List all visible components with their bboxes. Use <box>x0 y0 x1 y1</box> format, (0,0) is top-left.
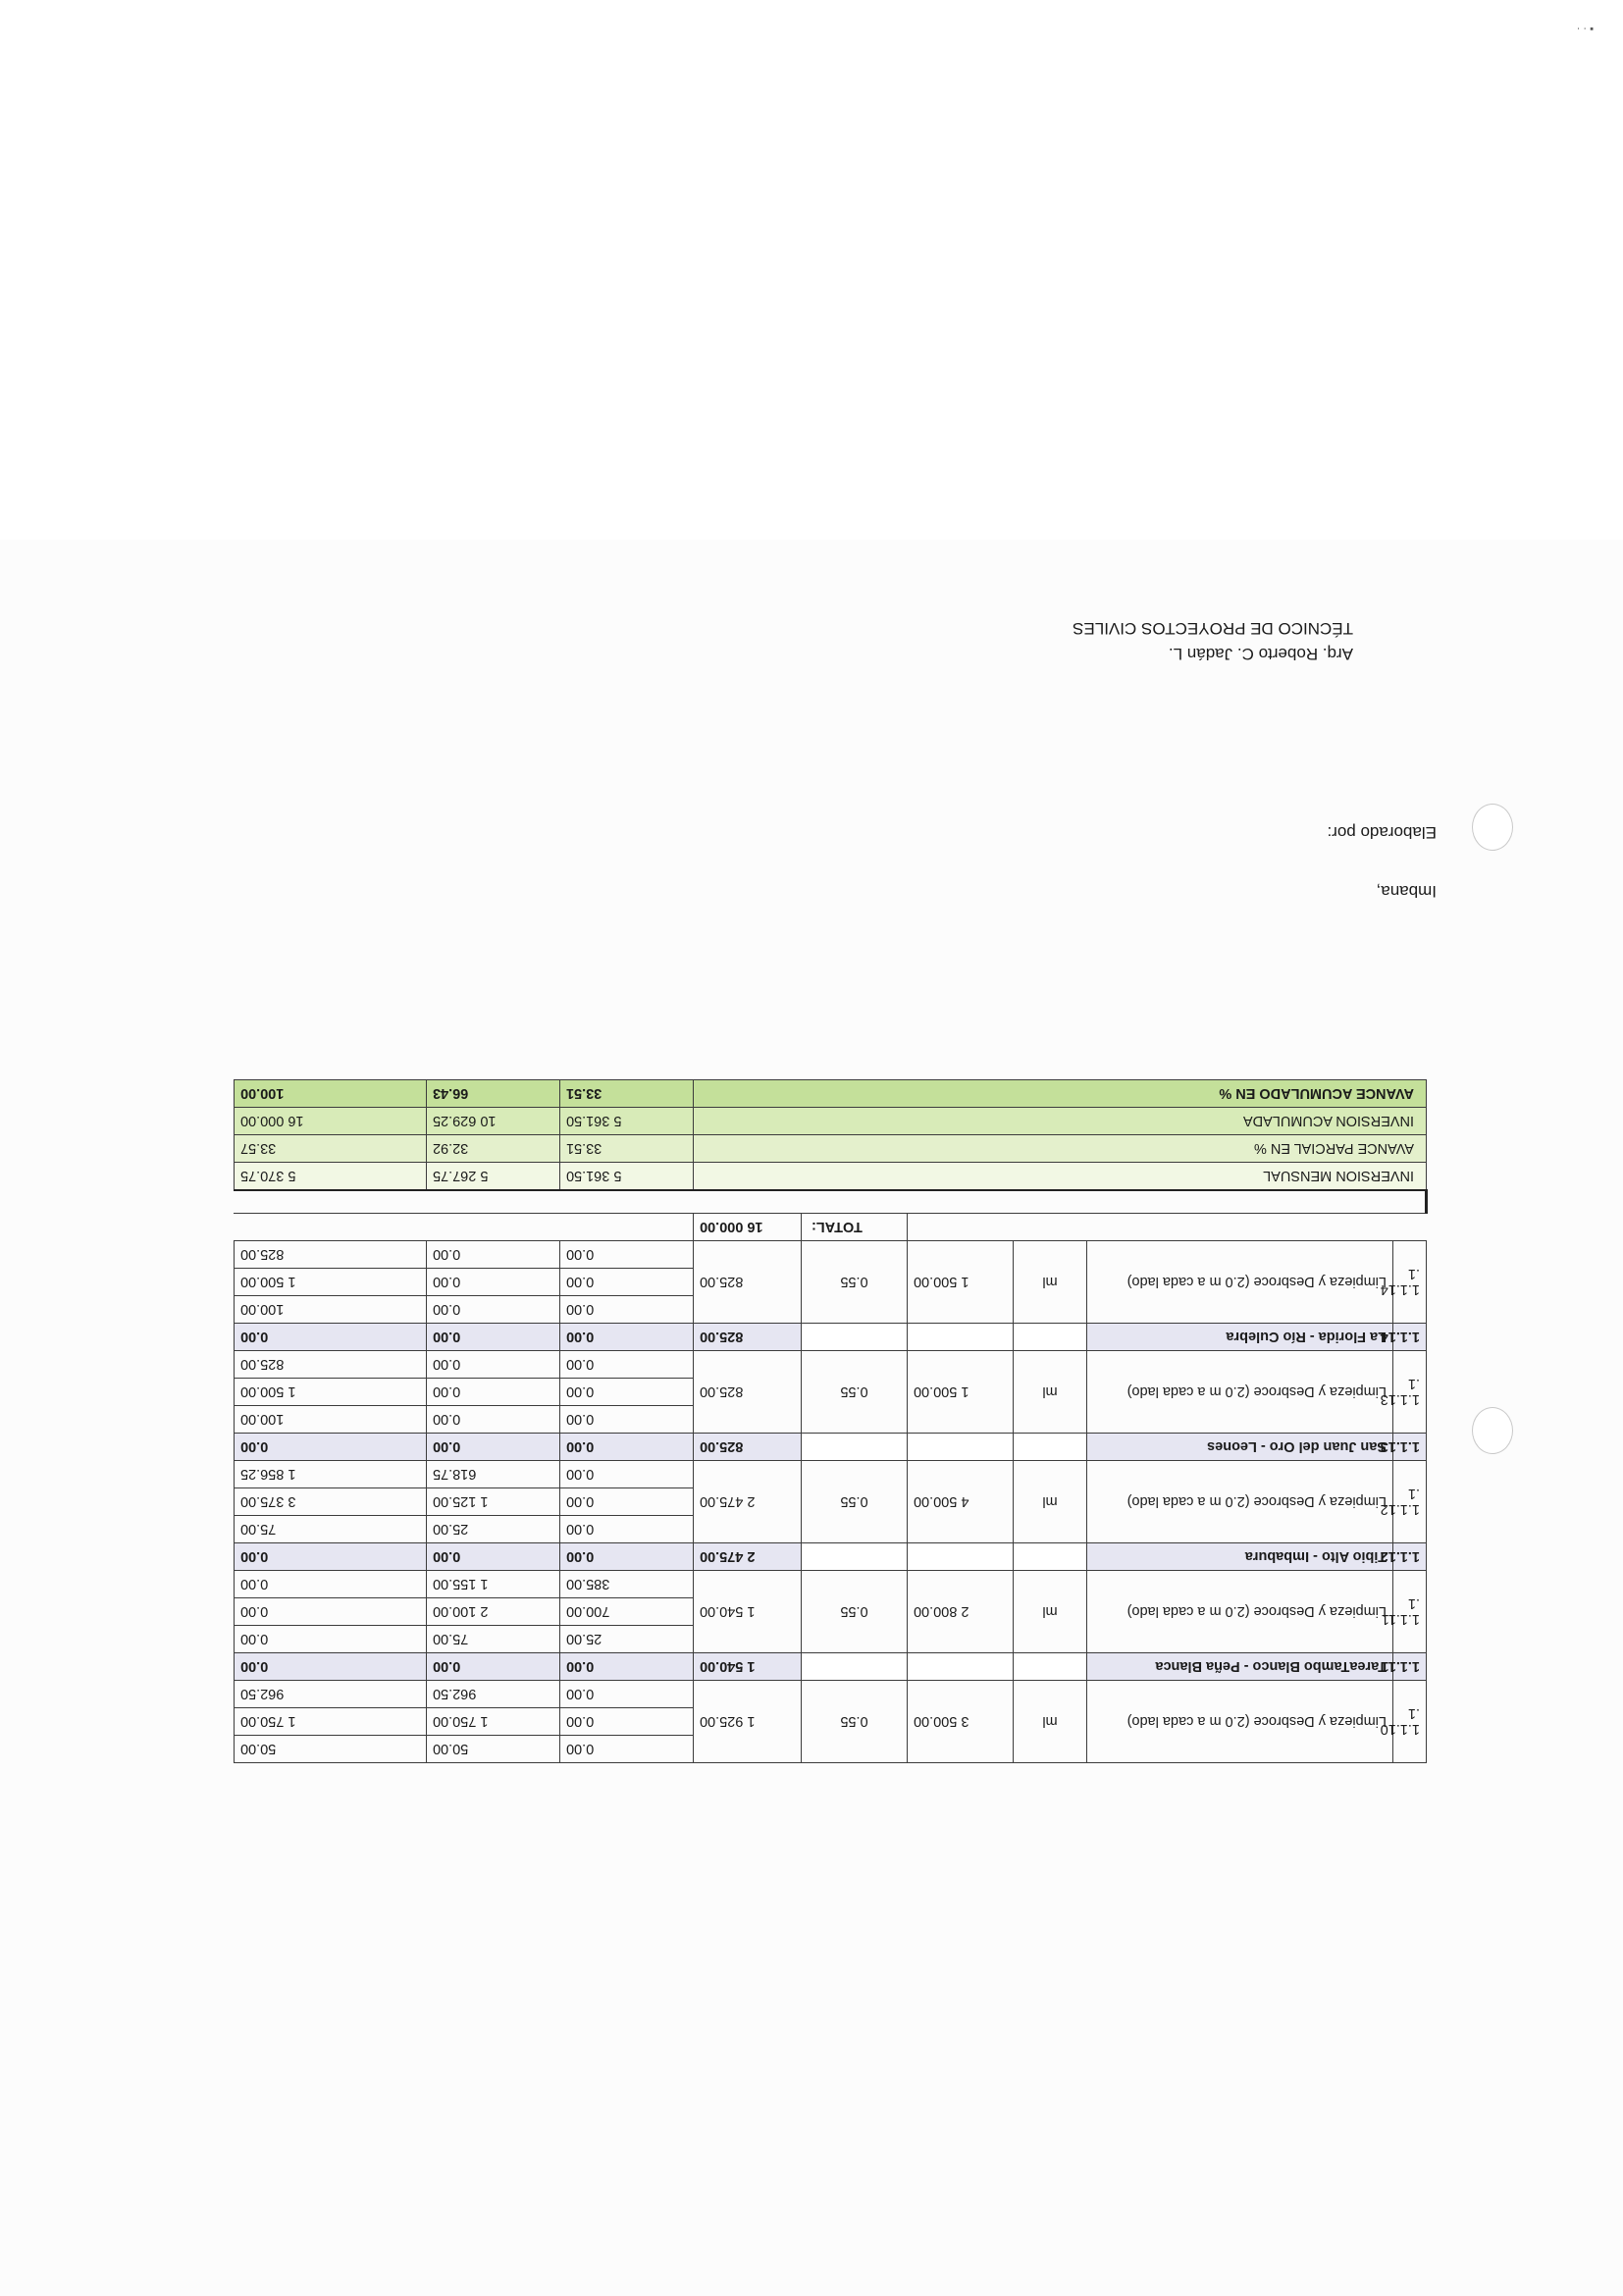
prepared-by-label: Elaborado por: <box>1327 823 1437 842</box>
period-2-value: 0.00 <box>427 1406 560 1434</box>
period-3-value: 50.00 <box>235 1736 427 1763</box>
period-2-value: 962.50 <box>427 1681 560 1708</box>
item-total: 825.00 <box>694 1241 802 1324</box>
period-3-value: 825.00 <box>235 1351 427 1379</box>
unit-price-cell: 0.55 <box>802 1461 908 1543</box>
item-description: La Florida - Río Culebra <box>1087 1324 1393 1351</box>
period-3-value: 100.00 <box>235 1406 427 1434</box>
period-1-value: 0.00 <box>560 1708 694 1736</box>
section-row <box>235 1543 1427 1571</box>
period-3-value: 1 500.00 <box>235 1269 427 1296</box>
period-1-value: 385.00 <box>560 1571 694 1598</box>
unit-price-cell <box>802 1324 908 1351</box>
period-1-value: 0.00 <box>560 1351 694 1379</box>
summary-row <box>235 1080 1427 1108</box>
unit-cell: ml <box>1014 1681 1087 1763</box>
period-1-value: 0.00 <box>560 1736 694 1763</box>
period-2-value: 0.00 <box>427 1379 560 1406</box>
period-3-value: 0.00 <box>235 1626 427 1653</box>
quantity-cell: 1 500.00 <box>908 1241 1014 1324</box>
period-2-value: 1 750.00 <box>427 1708 560 1736</box>
item-description: Limpieza y Desbroce (2.0 m a cada lado) <box>1087 1571 1393 1653</box>
unit-cell <box>1014 1324 1087 1351</box>
item-total: 2 475.00 <box>694 1461 802 1543</box>
period-2-value: 0.00 <box>427 1434 560 1461</box>
total-value: 16 000.00 <box>694 1214 802 1241</box>
quantity-cell: 4 500.00 <box>908 1461 1014 1543</box>
item-description: Tibio Alto - Imbabura <box>1087 1543 1393 1571</box>
period-2-value: 0.00 <box>427 1241 560 1269</box>
summary-period-2-value: 32.92 <box>427 1135 560 1163</box>
period-2-value: 0.00 <box>427 1269 560 1296</box>
period-2-value: 618.75 <box>427 1461 560 1488</box>
period-3-value: 0.00 <box>235 1543 427 1571</box>
detail-row <box>235 1516 1427 1543</box>
item-description: Limpieza y Desbroce (2.0 m a cada lado) <box>1087 1681 1393 1763</box>
unit-cell: ml <box>1014 1241 1087 1324</box>
unit-price-cell <box>802 1543 908 1571</box>
item-code: 1.1.14 <box>1393 1324 1427 1351</box>
period-1-value: 0.00 <box>560 1379 694 1406</box>
period-3-value: 3 375.00 <box>235 1488 427 1516</box>
period-3-value: 1 750.00 <box>235 1708 427 1736</box>
empty-cell <box>235 1214 694 1241</box>
summary-period-3-value: 16 000.00 <box>235 1108 427 1135</box>
scan-artifact-mark: ▪ · · <box>1576 23 1594 34</box>
quantity-cell <box>908 1434 1014 1461</box>
period-3-value: 0.00 <box>235 1324 427 1351</box>
period-1-value: 0.00 <box>560 1543 694 1571</box>
summary-row <box>235 1108 1427 1135</box>
quantity-cell <box>908 1543 1014 1571</box>
summary-period-3-value: 33.57 <box>235 1135 427 1163</box>
summary-period-2-value: 10 629.25 <box>427 1108 560 1135</box>
summary-period-1-value: 33.51 <box>560 1080 694 1108</box>
section-row <box>235 1324 1427 1351</box>
period-2-value: 0.00 <box>427 1653 560 1681</box>
item-code: 1.1.10 .1 <box>1393 1681 1427 1763</box>
period-3-value: 1 500.00 <box>235 1379 427 1406</box>
period-3-value: 825.00 <box>235 1241 427 1269</box>
period-3-value: 100.00 <box>235 1296 427 1324</box>
summary-label: INVERSION ACUMULADA <box>694 1108 1427 1135</box>
author-name: Arq. Roberto C. Jadán L. <box>1168 645 1353 663</box>
item-total: 825.00 <box>694 1351 802 1434</box>
unit-cell: ml <box>1014 1461 1087 1543</box>
section-row <box>235 1434 1427 1461</box>
period-1-value: 0.00 <box>560 1461 694 1488</box>
summary-label: AVANCE ACUMULADO EN % <box>694 1080 1427 1108</box>
item-total: 825.00 <box>694 1324 802 1351</box>
item-total: 825.00 <box>694 1434 802 1461</box>
place-text: Imbana, <box>1376 882 1437 901</box>
period-2-value: 75.00 <box>427 1626 560 1653</box>
period-3-value: 0.00 <box>235 1571 427 1598</box>
item-code: 1.1.14 .1 <box>1393 1241 1427 1324</box>
item-total: 1 925.00 <box>694 1681 802 1763</box>
quantity-cell <box>908 1324 1014 1351</box>
period-1-value: 0.00 <box>560 1516 694 1543</box>
detail-row <box>235 1406 1427 1434</box>
summary-label: INVERSION MENSUAL <box>694 1163 1427 1191</box>
period-2-value: 2 100.00 <box>427 1598 560 1626</box>
summary-period-2-value: 5 267.75 <box>427 1163 560 1191</box>
period-3-value: 1 856.25 <box>235 1461 427 1488</box>
quantity-cell: 3 500.00 <box>908 1681 1014 1763</box>
punch-hole <box>1472 804 1513 851</box>
item-description: Limpieza y Desbroce (2.0 m a cada lado) <box>1087 1351 1393 1434</box>
period-1-value: 0.00 <box>560 1653 694 1681</box>
period-3-value: 0.00 <box>235 1653 427 1681</box>
period-3-value: 0.00 <box>235 1598 427 1626</box>
period-2-value: 0.00 <box>427 1543 560 1571</box>
unit-cell <box>1014 1653 1087 1681</box>
item-total: 1 540.00 <box>694 1571 802 1653</box>
period-3-value: 75.00 <box>235 1516 427 1543</box>
quantity-cell <box>908 1653 1014 1681</box>
spacer-cell <box>235 1190 1427 1214</box>
period-1-value: 0.00 <box>560 1324 694 1351</box>
period-3-value: 0.00 <box>235 1434 427 1461</box>
period-1-value: 0.00 <box>560 1406 694 1434</box>
unit-cell: ml <box>1014 1351 1087 1434</box>
summary-label: AVANCE PARCIAL EN % <box>694 1135 1427 1163</box>
quantity-cell: 1 500.00 <box>908 1351 1014 1434</box>
period-2-value: 0.00 <box>427 1324 560 1351</box>
period-2-value: 1 125.00 <box>427 1488 560 1516</box>
period-2-value: 50.00 <box>427 1736 560 1763</box>
quantity-cell: 2 800.00 <box>908 1571 1014 1653</box>
empty-cell <box>908 1214 1427 1241</box>
unit-price-cell: 0.55 <box>802 1351 908 1434</box>
item-description: Limpieza y Desbroce (2.0 m a cada lado) <box>1087 1461 1393 1543</box>
item-code: 1.1.11 <box>1393 1653 1427 1681</box>
unit-price-cell <box>802 1434 908 1461</box>
item-description: TareaTambo Blanco - Peña Blanca <box>1087 1653 1393 1681</box>
total-label: TOTAL: <box>802 1214 908 1241</box>
unit-price-cell: 0.55 <box>802 1681 908 1763</box>
unit-cell: ml <box>1014 1571 1087 1653</box>
section-row <box>235 1653 1427 1681</box>
period-1-value: 0.00 <box>560 1269 694 1296</box>
period-2-value: 1 155.00 <box>427 1571 560 1598</box>
unit-price-cell: 0.55 <box>802 1241 908 1324</box>
item-total: 2 475.00 <box>694 1543 802 1571</box>
period-1-value: 700.00 <box>560 1598 694 1626</box>
summary-period-1-value: 33.51 <box>560 1135 694 1163</box>
period-1-value: 0.00 <box>560 1681 694 1708</box>
author-role: TÉCNICO DE PROYECTOS CIVILES <box>1073 619 1353 638</box>
detail-row <box>235 1296 1427 1324</box>
detail-row <box>235 1736 1427 1763</box>
unit-price-cell: 0.55 <box>802 1571 908 1653</box>
summary-row <box>235 1135 1427 1163</box>
period-1-value: 0.00 <box>560 1434 694 1461</box>
total-row <box>235 1214 1427 1241</box>
summary-period-3-value: 100.00 <box>235 1080 427 1108</box>
summary-period-2-value: 66.43 <box>427 1080 560 1108</box>
item-code: 1.1.13 .1 <box>1393 1351 1427 1434</box>
summary-row <box>235 1163 1427 1191</box>
period-2-value: 0.00 <box>427 1296 560 1324</box>
item-total: 1 540.00 <box>694 1653 802 1681</box>
period-2-value: 0.00 <box>427 1351 560 1379</box>
detail-row <box>235 1626 1427 1653</box>
period-3-value: 962.50 <box>235 1681 427 1708</box>
item-description: San Juan del Oro - Leones <box>1087 1434 1393 1461</box>
unit-price-cell <box>802 1653 908 1681</box>
period-1-value: 0.00 <box>560 1488 694 1516</box>
item-code: 1.1.12 .1 <box>1393 1461 1427 1543</box>
period-2-value: 25.00 <box>427 1516 560 1543</box>
period-1-value: 0.00 <box>560 1241 694 1269</box>
period-1-value: 25.00 <box>560 1626 694 1653</box>
spacer-row <box>235 1190 1427 1214</box>
item-code: 1.1.11 .1 <box>1393 1571 1427 1653</box>
unit-cell <box>1014 1434 1087 1461</box>
summary-period-1-value: 5 361.50 <box>560 1108 694 1135</box>
schedule-table <box>234 1079 1428 1763</box>
item-code: 1.1.13 <box>1393 1434 1427 1461</box>
punch-hole <box>1472 1407 1513 1454</box>
summary-period-1-value: 5 361.50 <box>560 1163 694 1191</box>
summary-period-3-value: 5 370.75 <box>235 1163 427 1191</box>
period-1-value: 0.00 <box>560 1296 694 1324</box>
item-code: 1.1.12 <box>1393 1543 1427 1571</box>
unit-cell <box>1014 1543 1087 1571</box>
item-description: Limpieza y Desbroce (2.0 m a cada lado) <box>1087 1241 1393 1324</box>
